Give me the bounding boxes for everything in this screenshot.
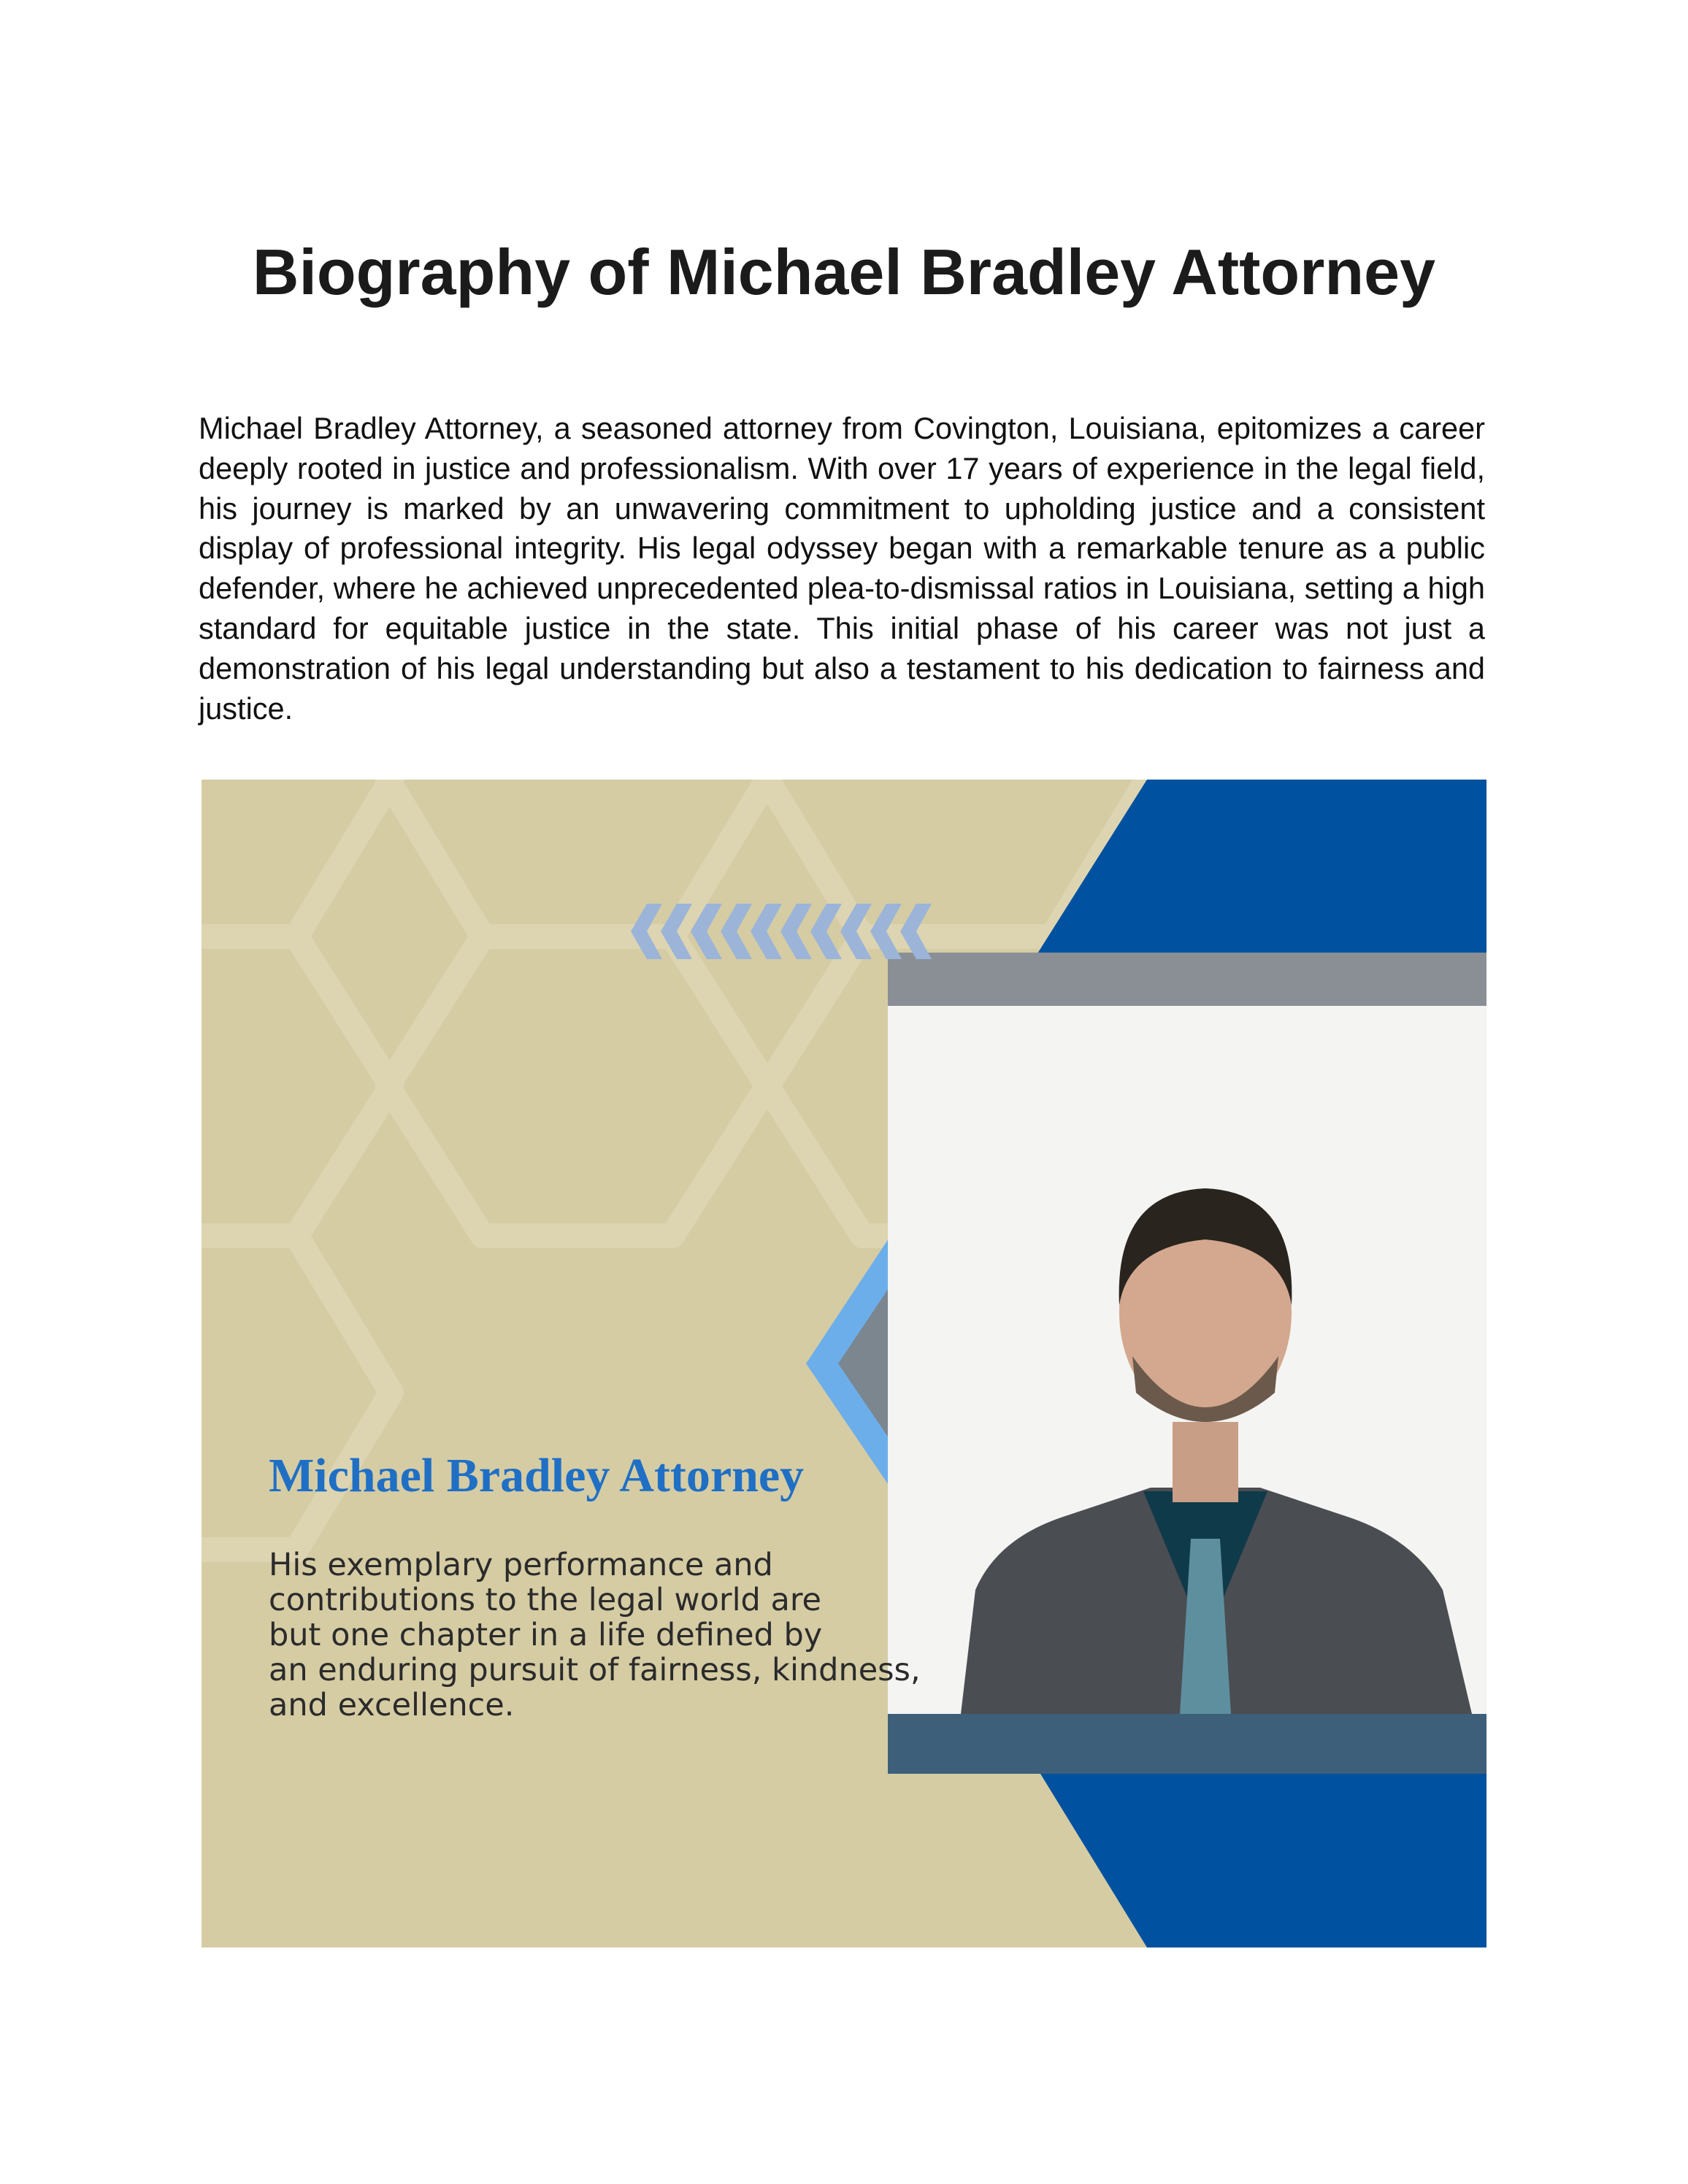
banner-quote-line: contributions to the legal world are [269, 1582, 822, 1618]
banner-quote-line: but one chapter in a life defined by [269, 1617, 823, 1653]
biography-paragraph: Michael Bradley Attorney, a seasoned attorney from Covington, Louisiana, epitomizes a career deeply rooted in justice and professionalism. With over 17 years of experience in the legal field, his journey is marked by an unwavering commitment to upholding justice and a consistent display of professional integrity. His legal odyssey began with a remarkable tenure as a public defender, where he achieved unprecedented plea-to-dismissal ratios in Louisiana, setting a high standard for equitable justice in the state. This initial phase of his career was not just a demonstration of his legal understanding but also a testament to his dedication to fairness and justice. [199, 411, 1485, 726]
page-title: Biography of Michael Bradley Attorney [252, 236, 1436, 308]
banner-quote-line: His exemplary performance and [269, 1547, 773, 1583]
banner-quote-line: an enduring pursuit of fairness, kindness, [269, 1652, 921, 1688]
banner-graphic [202, 780, 1486, 1947]
banner-quote [269, 1547, 999, 1723]
promo-banner [202, 780, 1486, 1947]
banner-quote-line: and excellence. [269, 1687, 515, 1723]
banner-heading: Michael Bradley Attorney [269, 1449, 805, 1502]
